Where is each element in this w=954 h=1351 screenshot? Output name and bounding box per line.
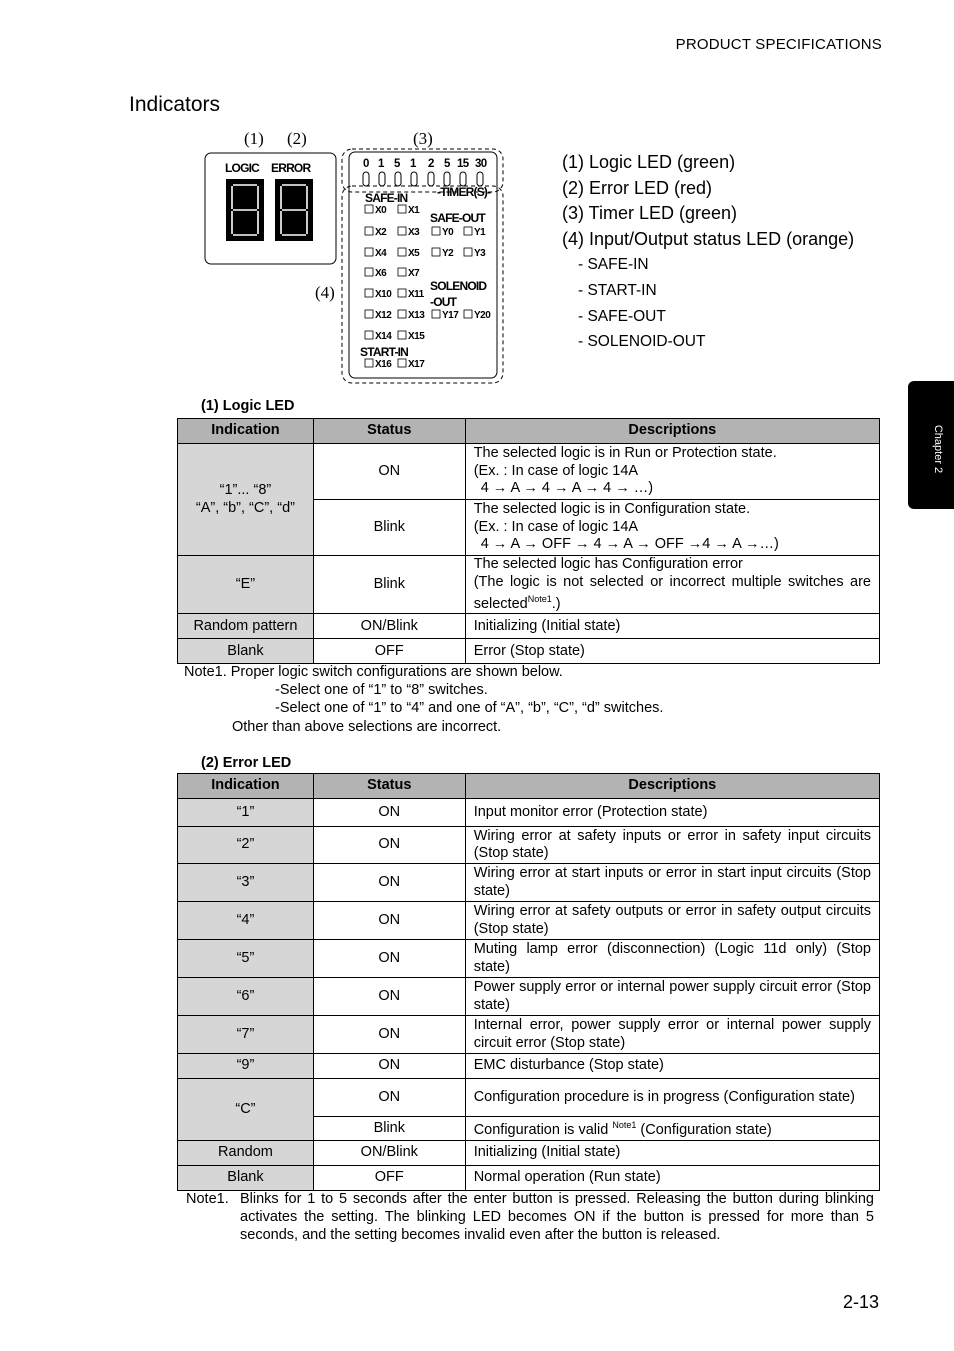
indication-cell: “9” <box>178 1054 314 1079</box>
description-cell: Power supply error or internal power supply circuit error (Stop state) <box>465 978 879 1016</box>
timer-digit: 5 <box>394 158 400 170</box>
legend-sub-item: - SOLENOID-OUT <box>578 333 706 351</box>
note-ref: Note1 <box>527 594 552 604</box>
legend-sub-item: - SAFE-OUT <box>578 307 666 325</box>
running-header: PRODUCT SPECIFICATIONS <box>675 36 882 53</box>
description-line: (Ex. : In case of logic 14A <box>473 462 639 479</box>
description-cell: Wiring error at start inputs or error in start input circuits (Stop state) <box>465 864 879 902</box>
callout-1: (1) <box>244 129 264 148</box>
status-cell: ON <box>313 1079 465 1117</box>
y-label: Y0 <box>442 227 454 238</box>
description-line <box>474 574 871 614</box>
description-cell <box>465 500 879 556</box>
status-cell: OFF <box>313 639 465 664</box>
start-in-label: START-IN <box>360 345 409 359</box>
callout-2: (2) <box>287 129 307 148</box>
header-descriptions: Descriptions <box>465 774 879 799</box>
x-label: X14 <box>375 331 392 342</box>
x-label: X15 <box>408 331 425 342</box>
indication-cell: “C” <box>178 1079 314 1141</box>
legend-item: (4) Input/Output status LED (orange) <box>562 228 855 249</box>
legend-item: (3) Timer LED (green) <box>562 203 738 223</box>
description-cell: Normal operation (Run state) <box>465 1166 879 1191</box>
status-cell: OFF <box>313 1166 465 1191</box>
description-cell: Configuration procedure is in progress (Configuration state) <box>465 1079 879 1117</box>
description-text: (Configuration state) <box>636 1122 772 1139</box>
x-label: X12 <box>375 310 392 321</box>
safe-out-label: SAFE-OUT <box>430 211 485 225</box>
description-text: .) <box>551 595 561 612</box>
legend-sub-item: - SAFE-IN <box>578 256 649 273</box>
chapter-tab <box>908 381 954 509</box>
status-cell: ON <box>313 864 465 902</box>
description-line: 4 → A → 4 → A → 4 → …) <box>480 480 654 497</box>
legend-sub-item: - START-IN <box>578 281 657 299</box>
description-cell <box>465 556 879 614</box>
x-label: X10 <box>375 289 392 300</box>
status-cell: Blink <box>313 1117 465 1141</box>
indication-cell: Random pattern <box>178 614 314 639</box>
y-label: Y17 <box>442 310 459 321</box>
timer-digit: 1 <box>410 158 416 170</box>
indication-cell: “1” <box>178 799 314 827</box>
description-cell: Error (Stop state) <box>465 639 879 664</box>
description-cell: Internal error, power supply error or internal power supply circuit error (Stop state) <box>465 1016 879 1054</box>
status-cell: ON <box>313 978 465 1016</box>
description-cell: Input monitor error (Protection state) <box>465 799 879 827</box>
timer-label: -TIMER(S)- <box>437 185 491 199</box>
description-line: The selected logic is in Configuration state. <box>473 501 751 518</box>
description-cell: Muting lamp error (disconnection) (Logic 11d only) (Stop state) <box>465 940 879 978</box>
error-led-table <box>177 773 880 1191</box>
callout-4: (4) <box>315 283 335 302</box>
description-text: Configuration is valid <box>473 1122 613 1139</box>
x-label: X4 <box>375 248 387 259</box>
timer-digit: 2 <box>428 158 434 170</box>
timer-digit: 0 <box>363 158 369 170</box>
header-descriptions: Descriptions <box>465 419 879 444</box>
description-cell: Wiring error at safety outputs or error in safety output circuits (Stop state) <box>465 902 879 940</box>
description-cell: Initializing (Initial state) <box>465 614 879 639</box>
chapter-label: Chapter 2 <box>932 424 945 474</box>
status-cell: ON <box>313 902 465 940</box>
status-cell: ON/Blink <box>313 614 465 639</box>
x-label: X7 <box>408 268 420 279</box>
indication-cell: “7” <box>178 1016 314 1054</box>
indication-cell: “4” <box>178 902 314 940</box>
solenoid-label: SOLENOID <box>430 279 487 293</box>
status-cell: Blink <box>313 500 465 556</box>
logic-table-caption: (1) Logic LED <box>201 398 295 414</box>
note-line: Note1. Proper logic switch configurations are shown below. <box>184 664 563 680</box>
error-note <box>186 1190 874 1245</box>
description-line: The selected logic has Configuration error <box>473 556 743 572</box>
page-number: 2-13 <box>842 1292 879 1312</box>
description-cell: EMC disturbance (Stop state) <box>465 1054 879 1079</box>
indication-cell: “3” <box>178 864 314 902</box>
description-cell: Initializing (Initial state) <box>465 1141 879 1166</box>
status-cell: ON <box>313 799 465 827</box>
timer-digit: 15 <box>457 158 469 170</box>
note-line: -Select one of “1” to “8” switches. <box>275 682 488 699</box>
description-line: (Ex. : In case of logic 14A <box>473 518 639 535</box>
logic-label: LOGIC <box>225 161 259 175</box>
x-label: X6 <box>375 268 387 279</box>
x-label: X0 <box>375 205 387 216</box>
x-label: X17 <box>408 359 425 370</box>
x-label: X1 <box>408 205 420 216</box>
note-label: Note1. <box>186 1191 229 1207</box>
y-label: Y1 <box>474 227 486 238</box>
y-label: Y2 <box>442 248 454 259</box>
safe-in-label: SAFE-IN <box>365 191 408 205</box>
error-table-caption: (2) Error LED <box>201 755 292 771</box>
timer-digit: 30 <box>475 158 487 170</box>
description-line: 4 → A → OFF → 4 → A → OFF →4 → A →…) <box>480 536 779 553</box>
description-text: (The logic is not selected or incorrect multiple switches are selected <box>473 573 871 612</box>
x-label: X5 <box>408 248 420 259</box>
y-label: Y20 <box>474 310 491 321</box>
indication-cell: Blank <box>178 1166 314 1191</box>
x-label: X2 <box>375 227 387 238</box>
logic-led-table <box>177 418 880 664</box>
indicator-diagram <box>195 122 515 387</box>
description-cell <box>465 444 879 500</box>
x-label: X16 <box>375 359 392 370</box>
header-status: Status <box>313 419 465 444</box>
x-label: X3 <box>408 227 420 238</box>
x-label: X13 <box>408 310 425 321</box>
note-ref: Note1 <box>612 1120 637 1131</box>
description-line: The selected logic is in Run or Protection state. <box>473 445 777 462</box>
legend-item: (2) Error LED (red) <box>562 177 713 198</box>
error-label: ERROR <box>271 161 311 175</box>
indicator-legend <box>562 150 854 355</box>
header-indication: Indication <box>178 774 314 799</box>
status-cell: ON <box>313 827 465 864</box>
status-cell: Blink <box>313 556 465 614</box>
legend-item: (1) Logic LED (green) <box>562 152 736 172</box>
timer-digit: 5 <box>444 158 450 170</box>
header-status: Status <box>313 774 465 799</box>
y-label: Y3 <box>474 248 486 259</box>
note-line: -Select one of “1” to “4” and one of “A”, “b”, “C”, “d” switches. <box>275 700 664 717</box>
description-cell: Wiring error at safety inputs or error in safety input circuits (Stop state) <box>465 827 879 864</box>
indication-cell: “E” <box>178 556 314 614</box>
indication-cell: “5” <box>178 940 314 978</box>
section-title: Indicators <box>129 93 221 116</box>
status-cell: ON <box>313 940 465 978</box>
indication-text: “A”, “b”, “C”, “d” <box>195 499 295 516</box>
note-text: Blinks for 1 to 5 seconds after the enter button is pressed. Releasing the button during blinking activates the setting. The blinking LED becomes ON if the button is pressed for more than 5 seconds, and the setting becomes invalid even after the button is released. <box>240 1191 874 1244</box>
header-indication: Indication <box>178 419 314 444</box>
callout-3: (3) <box>413 129 433 148</box>
x-label: X11 <box>408 289 424 300</box>
note-line: Other than above selections are incorrect. <box>232 718 502 735</box>
indication-cell: Random <box>178 1141 314 1166</box>
logic-note <box>184 663 663 736</box>
out-label: -OUT <box>430 295 457 309</box>
indication-cell: “6” <box>178 978 314 1016</box>
description-cell <box>465 1117 879 1141</box>
indication-cell: Blank <box>178 639 314 664</box>
timer-digit: 1 <box>378 158 384 170</box>
indication-cell: “2” <box>178 827 314 864</box>
indication-cell <box>178 444 314 556</box>
status-cell: ON <box>313 1054 465 1079</box>
status-cell: ON <box>313 1016 465 1054</box>
status-cell: ON <box>313 444 465 500</box>
indication-text: “1”... “8” <box>219 482 272 498</box>
status-cell: ON/Blink <box>313 1141 465 1166</box>
